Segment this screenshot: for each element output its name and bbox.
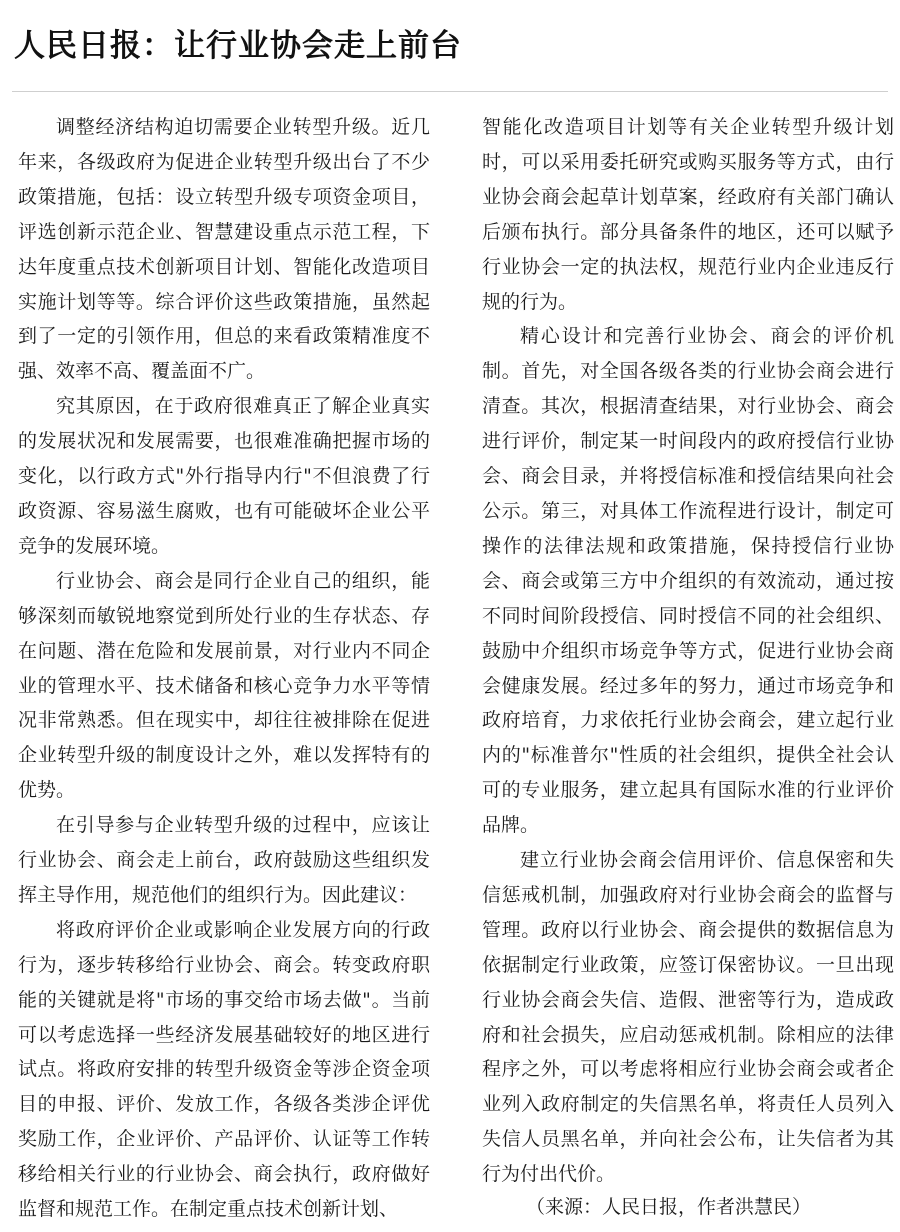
paragraph-reasons: 究其原因，在于政府很难真正了解企业真实的发展状况和发展需要，也很难准确把握市场的变化，以行政方式"外行指导内行"不但浪费了行政资源、容易滋生腐败，也有可能破坏企业公平竞争的发展环境。 [18,395,430,557]
paragraph-intro: 调整经济结构迫切需要企业转型升级。近几年来，各级政府为促进企业转型升级出台了不少政策措施，包括：设立转型升级专项资金项目，评选创新示范企业、智慧建设重点示范工程，下达年度重点技术创新项目计划、智能化改造项目实施计划等等。综合评价这些政策措施，虽然起到了一定的引领作用，但总的来看政策精准度不强、效率不高、覆盖面不广。 [18,116,430,383]
paragraph-suggestion-1: 将政府评价企业或影响企业发展方向的行政行为，逐步转移给行业协会、商会。转变政府职能的关键就是将"市场的事交给市场去做"。当前可以考虑选择一些经济发展基础较好的地区进行试点。将政府安排的转型升级资金等涉企资金项目的申报、评价、发放工作，各级各类涉企评优奖励工作，企业评价、产品评价、认证等工作转移给相关行业的行业协会、商会执行，政府做好监督和规范工作。在制定重点技术创新计划、 [18,918,430,1221]
article-title: 人民日报：让行业协会走上前台 [14,28,462,64]
left-column [18,110,430,1227]
article-source: （来源：人民日报，作者洪慧民） [526,1196,812,1218]
paragraph-suggestion-2: 精心设计和完善行业协会、商会的评价机制。首先，对全国各级各类的行业协会商会进行清查。其次，根据清查结果，对行业协会、商会进行评价，制定某一时间段内的政府授信行业协会、商会目录，并将授信标准和授信结果向社会公示。第三，对具体工作流程进行设计，制定可操作的法律法规和政策措施，保持授信行业协会、商会或第三方中介组织的有效流动，通过按不同时间阶段授信、同时授信不同的社会组织、鼓励中介组织市场竞争等方式，促进行业协会商会健康发展。经过多年的努力，通过市场竞争和政府培育，力求依托行业协会商会，建立起行业内的"标准普尔"性质的社会组织，提供全社会认可的专业服务，建立起具有国际水准的行业评价品牌。 [482,325,894,837]
paragraph-suggestion-1-continued: 智能化改造项目计划等有关企业转型升级计划时，可以采用委托研究或购买服务等方式，由行业协会商会起草计划草案，经政府有关部门确认后颁布执行。部分具备条件的地区，还可以赋予行业协会一定的执法权，规范行业内企业违反行规的行为。 [482,116,894,313]
title-divider [12,91,888,92]
paragraph-associations: 行业协会、商会是同行企业自己的组织，能够深刻而敏锐地察觉到所处行业的生存状态、存在问题、潜在危险和发展前景，对行业内不同企业的管理水平、技术储备和核心竞争力水平等情况非常熟悉。但在现实中，却往往被排除在促进企业转型升级的制度设计之外，难以发挥特有的优势。 [18,569,430,802]
right-column [482,110,894,1192]
paragraph-suggestion-3: 建立行业协会商会信用评价、信息保密和失信惩戒机制，加强政府对行业协会商会的监督与管理。政府以行业协会、商会提供的数据信息为依据制定行业政策，应签订保密协议。一旦出现行业协会商会失信、造假、泄密等行为，造成政府和社会损失，应启动惩戒机制。除相应的法律程序之外，可以考虑将相应行业协会商会或者企业列入政府制定的失信黑名单，将责任人员列入失信人员黑名单，并向社会公布，让失信者为其行为付出代价。 [482,849,894,1186]
paragraph-suggestion-lead: 在引导参与企业转型升级的过程中，应该让行业协会、商会走上前台，政府鼓励这些组织发挥主导作用，规范他们的组织行为。因此建议： [18,814,430,906]
